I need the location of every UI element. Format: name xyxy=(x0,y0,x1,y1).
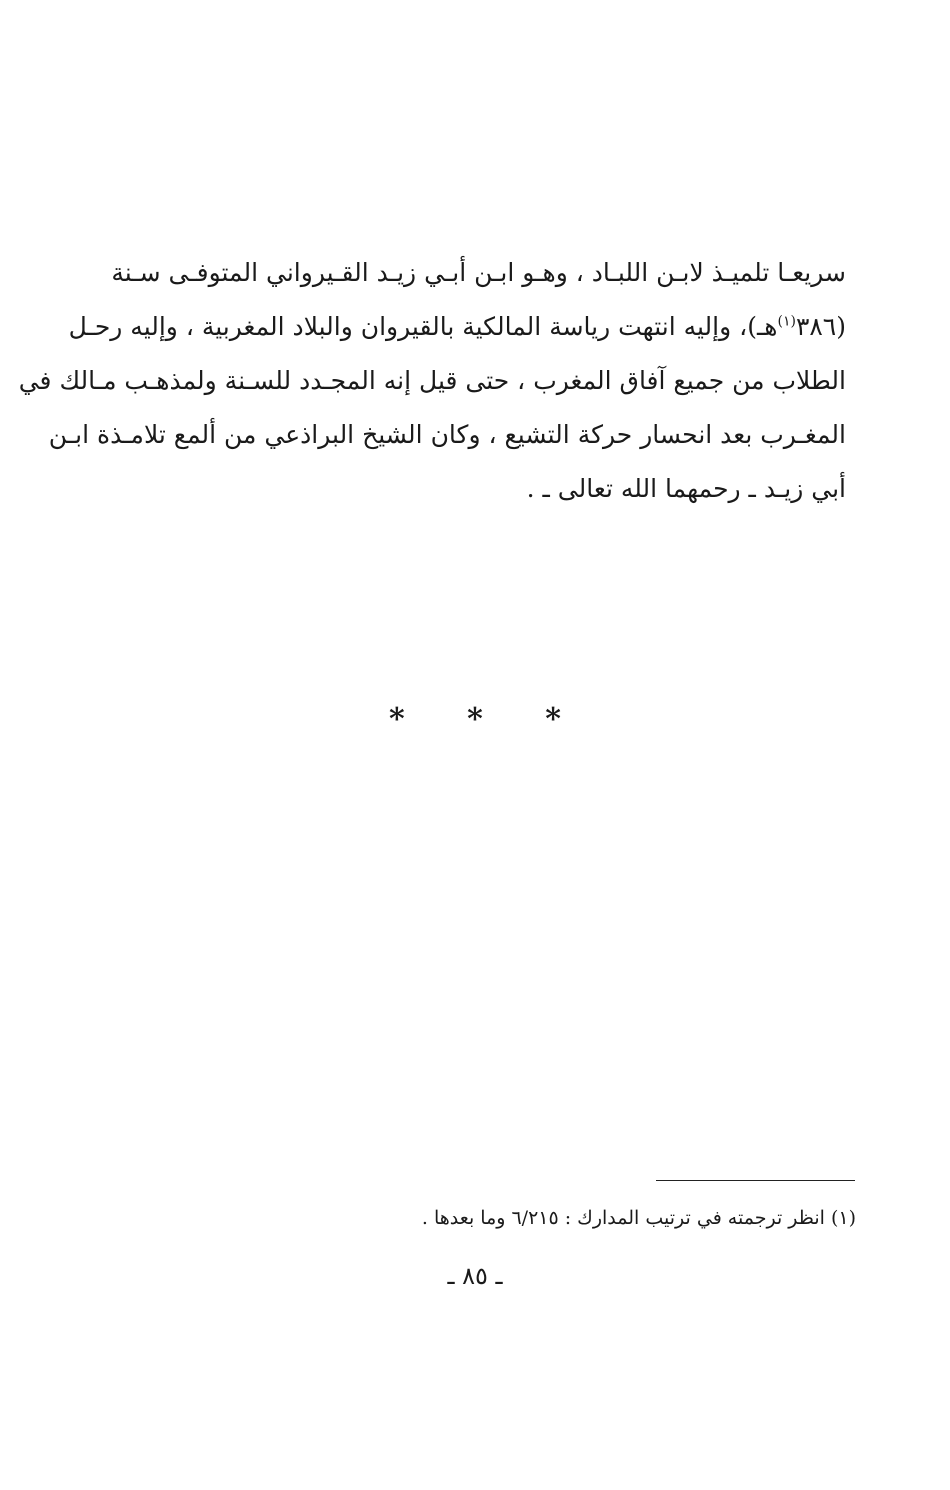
footnote: (١) انظر ترجمته في ترتيب المدارك : ٦/٢١٥ وما بعدها . xyxy=(421,1207,856,1229)
separator-star: * xyxy=(467,702,483,737)
footnote-reference-marker[interactable]: (١) xyxy=(777,313,796,330)
body-paragraph xyxy=(18,246,846,516)
separator-star: * xyxy=(388,702,405,737)
separator-star: * xyxy=(545,702,561,737)
section-separator xyxy=(0,702,950,737)
page-number: ـ ٨٥ ـ xyxy=(447,1262,503,1290)
body-line-2 xyxy=(68,300,846,354)
body-line-3: الطلاب من جميع آفاق المغرب ، حتى قيل إنه المجـدد للسـنة ولمذهـب مـالك في xyxy=(18,366,846,395)
body-line-5: أبي زيـد ـ رحمهما الله تعالى ـ . xyxy=(526,474,846,503)
body-line-2-text: هـ)، وإليه انتهت رياسة المالكية بالقيروان والبلاد المغربية ، وإليه رحـل xyxy=(68,312,778,341)
body-line-1: سريعـا تلميـذ لابـن اللبـاد ، وهـو ابـن أبـي زيـد القـيرواني المتوفـى سـنة xyxy=(111,258,846,287)
footnote-divider xyxy=(656,1180,855,1181)
year-reference: (٣٨٦ xyxy=(795,312,846,341)
body-line-4: المغـرب بعد انحسار حركة التشيع ، وكان الشيخ البراذعي من ألمع تلامـذة ابـن xyxy=(48,420,846,449)
